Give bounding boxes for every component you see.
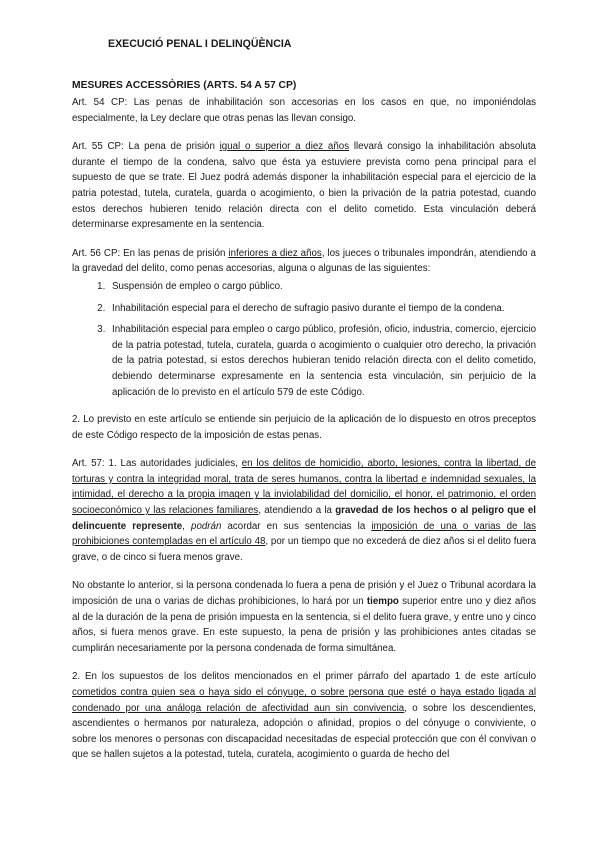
art55-paragraph xyxy=(72,139,536,233)
art56-para2: 2. Lo previsto en este artículo se entiende sin perjuicio de la aplicación de lo dispuesto en otros preceptos de este Código respecto de la imposición de estas penas. xyxy=(72,414,536,441)
art57-p1-underlined-prohibitions: imposición de una o varias de las prohibiciones contempladas en el artículo 48 xyxy=(72,520,537,548)
art57-p1-c: , xyxy=(182,520,192,532)
art57-p1-underlined-crimes: en los delitos de homicidio, aborto, lesiones, contra la libertad, de torturas y contra la integridad moral, trata de seres humanos, contra la libertad e indemnidad sexuales, la intimidad, el derecho a la propia imagen y la inviolabilidad del domicilio, el honor, el patrimonio, el orden socioeconómico y las relaciones familiares xyxy=(72,458,537,517)
art57-p1-bold: gravedad de los hechos o al peligro que el delincuente represente xyxy=(72,505,536,532)
art57-p1-a: Art. 57: 1. Las autoridades judiciales, xyxy=(72,458,242,470)
art56-paragraph xyxy=(72,246,536,277)
art57-p3-a: 2. En los supuestos de los delitos mencionados en el primer párrafo del apartado 1 de este artículo xyxy=(72,671,536,683)
list-item: 1. Suspensión de empleo o cargo público. xyxy=(108,279,536,295)
art56-rest: , los jueces o tribunales impondrán, atendiendo a la gravedad del delito, como penas accesorias, alguna o algunas de las siguientes: xyxy=(72,247,536,275)
art57-p1-b: , atendiendo a la xyxy=(258,505,336,517)
art57-paragraph-2 xyxy=(72,578,536,656)
list-item: 2. Inhabilitación especial para el derecho de sufragio pasivo durante el tiempo de la condena. xyxy=(108,301,536,317)
art57-p3-b: , o sobre los descendientes, ascendientes o hermanos por naturaleza, adopción o afinidad, propios o del cónyuge o conviviente, o sobre los menores o personas con discapacidad necesitadas de especial protección que con él convivan o que se hallen sujetos a la potestad, tutela, curatela, acogimiento o guarda de hecho del xyxy=(72,702,536,761)
art57-p1-italic: podrán xyxy=(191,520,222,532)
art54-paragraph: Art. 54 CP: Las penas de inhabilitación son accesorias en los casos en que, no imponiéndolas especialmente, la Ley declare que otras penas las llevan consigo. xyxy=(72,97,536,124)
art57-p3-underlined: cometidos contra quien sea o haya sido el cónyuge, o sobre persona que esté o haya estado ligada al condenado por una análoga relación de afectividad aun sin convivencia xyxy=(72,687,536,714)
art56-lead: Art. 56 CP: En las penas de prisión xyxy=(72,247,229,259)
art55-rest: llevará consigo la inhabilitación absoluta durante el tiempo de la condena, salvo que ésta ya estuviere prevista como pena principal para el supuesto de que se trate. El Juez podrá además disponer la inhabilitación especial para el ejercicio de la patria potestad, tutela, curatela, guarda o acogimiento, o bien la privación de la patria potestad, cuando estos derechos hubieren tenido relación directa con el delito cometido. Esta vinculación deberá determinarse expresamente en la sentencia. xyxy=(72,141,536,231)
art56-list xyxy=(72,279,536,400)
art57-paragraph-1 xyxy=(72,456,536,565)
art57-p2-b: superior entre uno y diez años al de la duración de la pena de prisión impuesta en la sentencia, si el delito fuera grave, y entre uno y cinco años, si fuera menos grave. En este supuesto, la pena de prisión y las prohibiciones antes citadas se cumplirán necesariamente por la persona condenada de forma simultánea. xyxy=(72,596,537,654)
section-title: MESURES ACCESSÒRIES (ARTS. 54 A 57 CP) xyxy=(72,80,297,91)
art57-paragraph-3 xyxy=(72,669,536,763)
art57-p1-e: , por un tiempo que no excederá de diez años si el delito fuera grave, o de cinco si fuera menos grave. xyxy=(72,536,536,563)
art55-underlined: igual o superior a diez años xyxy=(219,141,350,153)
art57-p1-d: acordar en sus sentencias la xyxy=(221,520,372,532)
list-item: 3. Inhabilitación especial para empleo o cargo público, profesión, oficio, industria, comercio, ejercicio de la patria potestad, tutela, curatela, guarda o acogimiento o cualquier otro derecho, la privación de la patria potestad, si estos derechos hubieran tenido relación directa con el delito cometido, debiendo determinarse expresamente en la sentencia esta vinculación, sin perjuicio de la aplicación de lo previsto en el artículo 579 de este Código. xyxy=(108,322,536,400)
art55-lead: Art. 55 CP: La pena de prisión xyxy=(72,141,220,153)
art57-p2-bold: tiempo xyxy=(366,596,399,608)
art57-p2-a: No obstante lo anterior, si la persona condenada lo fuera a pena de prisión y el Juez o Tribunal acordara la imposición de una o varias de dichas prohibiciones, lo hará por un xyxy=(72,580,536,608)
art56-underlined: inferiores a diez años xyxy=(228,247,322,259)
document-title: EXECUCIÓ PENAL I DELINQÜÈNCIA xyxy=(108,38,292,50)
